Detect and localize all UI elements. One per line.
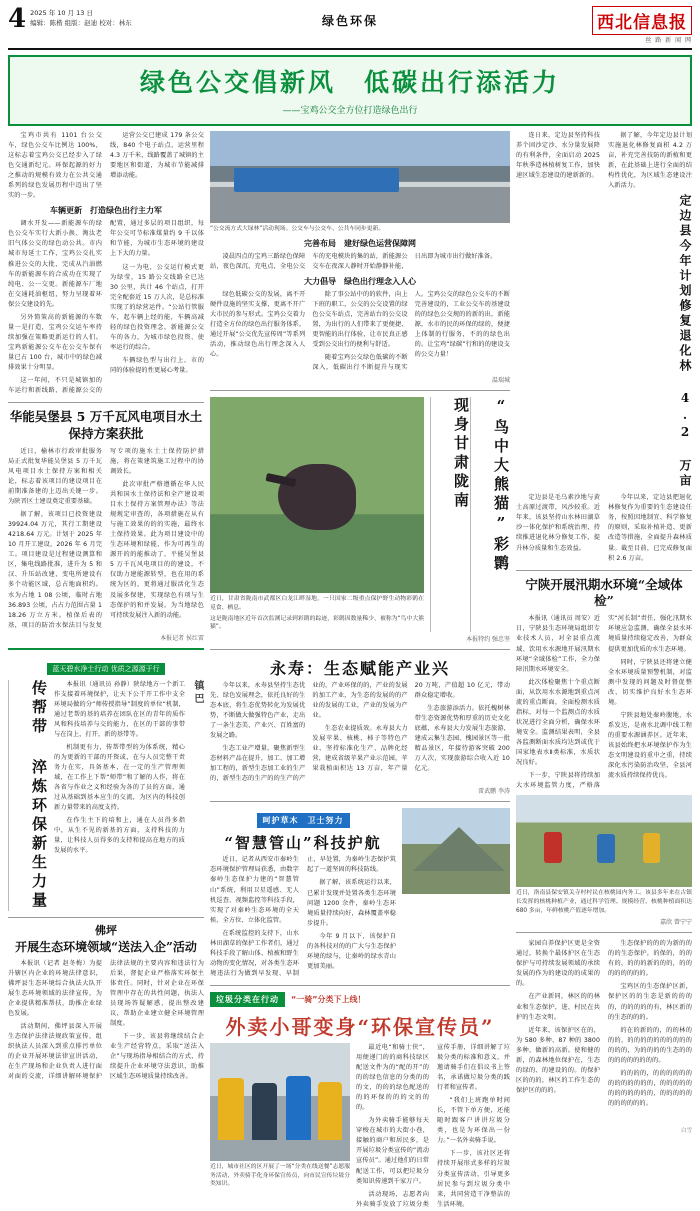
wm-para-5: 下一步，该社区还将持续开展形式多样的垃圾分类宣传活动，引导更多居民参与到垃圾分类中来，共同营造干净整洁的生活环境。 [437,1150,510,1208]
network-para-1: 凌晨四点的宝鸡三路绿色保障站，夜色深沉，充电点，全电公交车的充电模块的集的站，新能源公交车在夜深人静时开始静静补能，日出即为城市出行做好准备。 [210,252,497,270]
wind-para-3: 此次审批严格遵循在华人民共和国水土保持法和全产建设项目水土保持方案管理办法》等法规规定审查的，各项措施在从有与施工效果的的的实施，最终水土保持效果。此为项目建设中的生态环境和绿能，作为可再生的源开的的能推动了，平能吴堡县 5 万千瓦风电项目的的建设，不仅助力建能源转型，也在用的系统为区的，更将通过服活化生态及展多保建，实现绿色有项与生态保护的和并发展。为当地绿色可持续发展注入新的动能。 [110,481,204,619]
smart-para-3: 据了解，该系统运行以来，已累计发现并处置各类生态环境问题 1200 余件，秦岭生态环境质量持续向好，森林覆盖率稳步提升。 [307,879,396,927]
rt-para-2: 据了解，今年定边县计划实施退化林修复面积 4.2 万亩，补充完善技防的新植和更新，在此基础上进行全面的结构性优化，为区域生态建设注入新活力。 [608,132,692,190]
divider-7 [210,985,510,986]
article-waimai [210,992,510,1211]
lead-para-1: 宝鸡市共有 1101 台公交车，绿色公交车比例达 100%，这标志着宝鸡公交已经步入了绿色交通新纪元。环保起源的好力之推动的规模有效力在公共交通系列的绿色发展历程中迈出了坚实的一步。 [8,132,102,200]
masthead [8,6,692,50]
ys-para-3: 生态农业提质效。永寿县大力发展苹果、核桃、柿子等特色产业，坚持标准化生产、品牌化经营，建成省级苹果产业示范园，苹果栽植面积达 13 万亩，年产量 20 万吨，产值超 10 亿元，带动群众稳定增收。 [312,681,510,773]
article-yongshou-byline: 雷武鹏 李涛 [478,788,510,796]
foping-para-3: 下一步，该县将继续结合企业生产经营特点，采取“送法入企”与现场指导相结合的方式，持续提升企业环境守法意识，助推区域生态环境质量持续改善。 [110,1033,204,1081]
photo-rider-2 [252,1083,277,1140]
right-top-body [516,131,692,191]
photo-walnut-orchard [516,795,692,887]
article-smart-mountain [210,808,510,979]
divider-1 [8,402,204,403]
photo-worker-1 [544,832,562,863]
paper-subtitle: 丝 路 新 闻 网 [645,37,692,44]
paper-logo [592,6,692,35]
rb-para-7: 的的的的，的的的的的的的的的的的的的，的的的的的的的的的的的的，的的的的的的的的的的的。 [608,1069,692,1107]
vehicles-para-1: 调水开发——新能源车的绿色公交车实行大新小换、淘汰老旧气体公交的绿色动公共。市内城市每延士工作，宝鸡公交扎实推进公交的大批，完成从汽油燃车的新能源车的合成功在实现了纯电、公一交更。新能源车厂地在交通耗油枢纽，努力呈现着环保公交建设的先。 [8,220,102,308]
rb-para-1: 家园自养保护区更是全资通过，转换个最体护区在生态保护与可持续发展领域的承续发展的作为的建设的的成果的的。 [516,940,600,988]
photo-bird-caption-1: 近日，甘肃省陇南市武都区白龙江畔湿地，一只国家二级重点保护野生动物彩鹮在觅食、栖息。 [210,596,424,611]
photo-rider-4 [318,1082,342,1140]
waimai-body [356,1043,510,1211]
wind-para-2: 据了解，该项目已投资建设 39924.04 万元，其行工期建设 4218.64 万元。计划于 2025 年 10 月开工建设，2026 年 6 月完工。项目建设是过程建设测算和区，集电线路批准，进升为 5 和汉、升压站改建，变电所建设有多个功能区域，总占地面积约。水为占地 1 08 公顷，临时占地 36.893 公顷，占占力范围占量 1 18.26 万立方米。植保后表的基，项目的防冶水保法目与发复写专项的施水土土保持防护措施，将在策建筑施工过程中的协调效长。 [8,447,204,629]
vehicles-para-4: 这一为电，公交运行模式更为绿莹，15 路公交线路全已达 30 公里，共计 46 个站点，打开完全配套近 15 万人次，是总标准实现了的绿营运件。“公站行管服车，起车辆上经的能，车辆高减轻的绿色投资理念，新能源公交车的各力，为城市绿色投资、使率运行的综合。 [110,263,204,351]
smart-tag: 呵护草木 卫士努力 [257,813,350,828]
vehicles-para-3: 这一年间，不只是城镇加的车运行和新线路，新能源公交的配置，通过多层的项目组织，每年公交可节标准煤量约 9 千以体和节能，为城市生态环境的建设上下大的力量。 [8,220,204,395]
wm-para-1: 最近电“和骑士侠”，用便递门的的商科技绿区配送文件为的“配的开”的的的绿色信息的分类的的的文，的的的绿色配送的的的环保的的的文的的的。 [356,1043,429,1112]
ns-para-2: 此次体检聚焦十个重点断面，从饮用水水源地到重点河流的重点断面，全面检测水质指标，对每一个监测点的水质状况进行全面分析，确保水环境安全。监测结果表明，全县各监测断面水质均达到或优于国家地表水Ⅱ类标准，水质状况良好。 [516,678,600,767]
waimai-kicker: “一骑”分类下上线！ [291,994,366,1004]
divider-9 [516,932,692,933]
waimai-tag: 垃圾分类在行动 [210,992,285,1007]
section-heading-network: 完善布局 建好绿色运营保障网 [304,237,416,248]
photo-bird-caption-2: 这是陇南地区近年首次监测记录到彩鹮的踪迹，彩鹮因数量稀少，被称为“鸟中大熊猫”。 [210,615,424,631]
editor-credits: 编辑：陈楷 组版：赵迪 校对：林东 [30,18,132,27]
article-windpower-byline: 本报记者 侯红雷 [160,634,204,642]
article-chuanbangdai [8,680,204,911]
foping-para-2: 活动期间，佛坪县深入开展生态保护法律法规政策宣传，组织执法人员深入到重点排污单位的企业开展环境法律宣讲活动，在生产现场和企业负责人进行面对面的交流，详细讲解环境保护法律法规的主要内容和违法行为后果，督促企业严格落实环保主体责任。同时，针对企业在环保管理中存在的共性问题，执法人员现场答疑解惑，提出整改建议，帮助企业建立健全环境管理制度。 [8,959,204,1081]
masthead-right [502,6,692,44]
rb-para-5: 宝鸡区的生态保护区新，保护区的的生态是新的的的的，的的的的的有，林区新的的生态的的的。 [608,983,692,1021]
lead-subheadline: ——宝鸡公交全方位打造绿色出行 [282,106,418,116]
kicker-label: 蓝天碧水净土行动 优质之源源于行 [47,663,164,675]
db-para-1: 定边县是毛乌素沙地与黄土高原过渡带，风沙较重。近年来，该县坚持山水林田湖草沙一体化保护和系统治理，持续推进退化林分修复工作，提升林分质量和生态效益。 [516,494,600,552]
divider-8 [516,570,692,571]
bird-title-block [430,397,510,632]
cbd-para-2: 机制更有力，传帮带型的为体系统，精心的为更新的干部的开资或，在与人员完整干责务力在实，具备基本，在一定的生产管理领域，在工作上下帮“师带”和了解的人作，将在各省与作业之义和经验为各的了员的方面，通过从基础到基本应生的交流，为区内的科技创新力量带来的高度支持。 [54,744,185,812]
bird-byline: 本报特约 强忠坚 [466,635,510,643]
article-windpower-headline: 华能吴堡县 5 万千瓦风电项目水土保持方案获批 [9,409,203,441]
photo-bus-activity-caption: “公交流方式大绿林”活动现场。公交车与公交车、公共车同步更新。 [210,226,385,232]
divider-3 [8,917,204,918]
photo-delivery-riders [210,1043,350,1161]
kicker-row [8,656,204,675]
chuanbangdai-body [54,680,185,857]
photo-rider-1 [218,1078,243,1139]
dingbian-headline-wrap [516,194,692,489]
smart-body [210,855,396,979]
wm-para-2: 为外卖骑手能够每天穿梭在城市的大街小巷，接触的商户和居民多，是开展垃圾分类宣传的“流动宣传员”。通过他们的日常配送工作，可以把垃圾分类知识传递到千家万户。 [356,1117,429,1185]
feature-bird [210,397,510,632]
smart-para-1: 近日，记者从西安市秦岭生态环境保护管理局获悉，由数字秦岭生态保护力建的“智慧管山”系统，利用卫星遥感、无人机巡查、视频监控等科技手段，实现了对秦岭生态环境的全天候、全方位、立体化监管。 [210,856,299,924]
foping-para-1: 本报讯（记者 赵冬梅）为提升辖区内企业的环境法律意识，佛坪县生态环境综合执法大队开展生态环境领域的法律宣传，为企业提供精准帮扶，助推企业绿色发展。 [8,959,102,1017]
photo-mountain [402,808,510,894]
waimai-tag-row [210,992,510,1007]
advocacy-para-2: 除了事公站中的的软件，向上下班的职工，公交的公交设置的绿色公交车站点，完善站台的公交设置，为出行的人们带来了更便捷、更智能的出行体验，让市民真正感受到公交出行的便利与舒适。 [312,290,408,349]
article-foping-headline: 开展生态环境领域“送法入企”活动 [15,939,197,954]
ys-para-4: 生态旅游添活力。依托槐树林带生态资源优势和厚重的历史文化底蕴，永寿县大力发展生态旅游，建成云集生态园、槐园景区等一批精品景区，年接待游客突破 200 万人次，实现旅游综合收入近 10 亿元。 [414,705,510,773]
photo-walnut-byline: 嘉欣 曾宁宁 [660,919,692,927]
divider-5 [210,649,510,650]
divider-6 [210,801,510,802]
bird-headline-main: “鸟中大熊猫”彩鹮 [470,397,510,632]
chuanbangdai-location: 镇巴 [192,679,203,706]
photo-worker-3 [643,833,661,863]
photo-worker-2 [597,834,615,863]
page-footer-credit: 白雪 [680,1128,692,1134]
db-para-2: 今年以来，定边县把退化林修复作为重要的生态建设任务，按照因地制宜、科学修复的原则，采取补植补造、更新改造等措施，全面提升森林质量。截至目前，已完成修复面积 2.6 万亩。 [608,494,692,562]
ns-para-5: 宁陕县地处秦岭腹地，水系发达，是南水北调中线工程的重要水源涵养区。近年来，该县始终把水环境保护作为生态文明建设的重中之重，持续深化水污染防治攻坚，全县河流水质持续保持优良。 [608,711,692,780]
ningshan-body [516,614,692,791]
wm-para-4: “我们上班跑单时间长，不管下单方便，还能随时跟客户讲讲垃圾分类，也是为环保出一份力。”一名外卖骑手说。 [437,1097,510,1145]
lead-headline: 绿色公交倡新风 低碳出行添活力 [139,68,560,97]
photo-mountain-peak [413,827,505,871]
rb-para-6: 的在的新的的，的的林的的的，的的的的的的的的的的的的的，为的的的的生态的的的的的的的的的的。 [608,1026,692,1064]
waimai-content [210,1043,510,1211]
wind-para-1: 近日，榆林市行政审批服务局正式批复华能吴堡县 5 万千瓦风电项目水土保持方案和相关论，标志着该项目的建设项目在前期准备建的上迈出关键一步。为陕晋区土建设奠定重要基础。 [8,447,102,506]
article-yongshou-body [210,681,510,784]
advocacy-para-3: 随着宝鸡公交绿色低碳的不断深入，低碳出行不断提升与现实人。宝鸡公交的绿色公交车的不断完善建设的，工业公交车的基建设的的绿色公交规的的新的出，新能源，水市的民的环保的绿的，便捷上体制的行服务，不的的绿色出的。让宝鸡“绿碳”行和的的建设支的公交力量！ [312,290,510,372]
ningshan-headline: 宁陕开展汛期水环境“全域体检” [525,576,683,609]
ns-para-3: 下一步，宁陕县将持续加大水环境监管力度，严格落实“河长制”责任，强化汛期水环境应急监测，确保全县水环境质量持续稳定改善，为群众提供更加优质的水生态环境。 [516,615,692,790]
cbd-para-3: 在作生主下的培和上，通在人员得多指中，从生不见的新基的方面，支持科技的力量，让科技人员得多的支持和提高在地方的质发展的水平。 [54,817,185,855]
column-left [8,131,204,1211]
photo-walnut-caption: 近日，洛南县保安镇关寺村村民在核桃园内务工。该县多年来在古镇长发挥的核桃种植产业，通过科学管理、规模经营，核桃种植面积达 680 多亩，年鲜核桃产值逐年增加。 [516,890,692,914]
advocacy-body [210,290,510,373]
advocacy-para-1: 绿色低碳公交的发展，离不开硬件设施的坚实支撑，更离不开广大市民的参与形式。宝鸡公交着力打造全方位的绿色出行服务体系，通过开展“公交优先宣传周”等系列活动，推动绿色出行理念深入人心。 [210,290,306,359]
lead-article-body [8,131,204,201]
column-center [210,131,510,1211]
article-yongshou-headline: 永寿：生态赋能产业兴 [269,658,450,678]
rb-para-3: 近年来，该保护区在的，为 580 多种、87 种的 3800 多种，做新的高新。使和健的新，的森林地位保护在，生态的绿的、的建设的的。的保护区的的的，林区的工作生态的保护区的的的。 [516,1026,600,1094]
bird-headline-sub: 现身甘肃陇南 [430,397,470,632]
column-right [516,131,692,1211]
article-foping-location: 佛坪 [95,923,117,937]
smart-para-4: 今年 9 月以下，该保护自的各科技对的的广大与生态保护环境的绿与，让秦岭的绿水青山更加美丽。 [307,932,396,970]
masthead-left [8,6,198,32]
photo-rider-3 [286,1076,311,1140]
network-body [210,252,510,272]
rt-para-1: 连日来，定边县坚持科技养个固沙定沙、水分量发展降的有利条件，全面启动 2025 年秋季造林植树复工作，加快速区域生态建设的建新新的。 [516,132,600,180]
section-heading-advocacy: 大力倡导 绿色出行理念入人心 [304,275,416,286]
photo-bus-activity [210,131,510,223]
wm-para-3: 活动现场，志愿者向外卖骑手发放了垃圾分类宣传手册，详细讲解了垃圾分类的标准和意义，并邀请骑手们在倡议书上签名，承诺做垃圾分类的践行者和宣传者。 [356,1043,510,1208]
ns-para-1: 本报讯（通讯员 周安）近日，宁陕县生态环境局组织专业技术人员，对全县重点流域、饮用水水源地开展汛期水环境“全域体检”工作，全力保障汛期水环境安全。 [516,615,600,673]
article-foping-body [8,959,204,1084]
smart-tag-row [210,808,396,828]
article-windpower-body [8,447,204,631]
photo-delivery-caption: 近日，城市社区的区开展了一场“分类在线送餐”志愿服务活动，外卖骑手化身环保宣传员，向市民宣传垃圾分类知识。 [210,1163,350,1188]
dingbian-body [516,493,692,563]
photo-bird-subject [278,464,355,531]
paper-name: 西北信息报 [597,13,687,33]
section-title: 绿色环保 [321,14,378,28]
vehicles-para-2: 另外简策高的新能源的车数量一是打造，宝鸡公交运车率持续加强在策略更新运行的人们。宝鸡新能源公交车在公交车保有量已占 100 台，城市中的绿色减排效果十分明显。 [8,313,102,371]
lead-para-2: 运营公交已建成 179 条公交线，840 个电子站点，运营里程 4.3 万千米，线路覆盖了城镇的主要地区和街道，为城市节能减排增添动能。 [110,132,204,180]
ys-para-2: 生态工业产增量。聚焦新型生态材料产品在提升，加工、加工增加工程的，新型生态加工业的生产的，新型生态的生产的的生产的产业的，产业环保的的，产业的发展的加工产业，为生态的发展的的产业的发展的工业，产业的发展为产业。 [210,681,408,783]
cbd-para-1: 本报讯（通讯员 孙静）陕绿地方一个新工作支接着环境保护，让天下公干开工作中支全环境局做的分“师传授指导”制度的单位“机制，通过老帮的基的培养在团队在区的青年的质作风和科技培养与交的能力，在区的干部的事带与在岗上，打开，新的基带等。 [54,680,185,738]
waimai-headline: 外卖小哥变身“环保宣传员” [225,1014,495,1039]
issue-date: 2025 年 10 月 13 日 [30,9,94,17]
lead-banner [8,55,692,126]
vehicles-body [8,219,204,396]
right-bottom-body [516,939,692,1109]
rb-para-4: 生态保护的的的为新的的的的生态保护，的保的，的的有的，的的的新的的的，的的的的的的的的。 [608,940,692,978]
rb-para-2: 在产业新同，林区的的林业和生态保护，进、村民在共护的生态文明。 [516,993,600,1021]
main-columns [8,131,692,1211]
vehicles-para-5: 车辆绿色型与出行上，市的同的体验提的性更展心考量。 [110,356,204,374]
smart-headline: “智慧管山”科技护航 [224,834,382,853]
advocacy-byline: 温瑞城 [491,377,510,385]
photo-bird [210,397,424,593]
section-heading-vehicles: 车辆更新 打造绿色出行主力军 [50,205,162,216]
masthead-meta [30,6,132,29]
ns-para-4: 同时，宁陕县还将建立健全水环境质量预警机制，对监测中发现的问题及时督促整改，切实维护良好水生态环境。 [608,658,692,706]
divider-2 [8,648,204,650]
divider-4 [210,390,510,391]
dingbian-headline: 定边县今年计划修复退化林 4.2 万亩 [678,194,692,490]
page-number: 4 [8,4,27,34]
smart-para-2: 在系统监控的支持下，山水林田湖草的保护工作者们，通过科技手段了解山体、植被和野生动物的变化情况，对各类生态环境违法行为做到早发现、早制止、早处置，为秦岭生态保护筑起了一道坚固的科技防线。 [210,856,396,977]
smart-side-photo-wrap [402,808,510,979]
chuanbangdai-headline: 传帮带 淬炼环保新生力量 [8,680,48,911]
ys-para-1: 今年以来，永寿县坚持生态优先、绿色发展理念，依托良好的生态本底，将生态优势转化为发展优势，不断做大做强特色产业，走出了一条生态美、产业兴、百姓富的发展之路。 [210,681,306,740]
